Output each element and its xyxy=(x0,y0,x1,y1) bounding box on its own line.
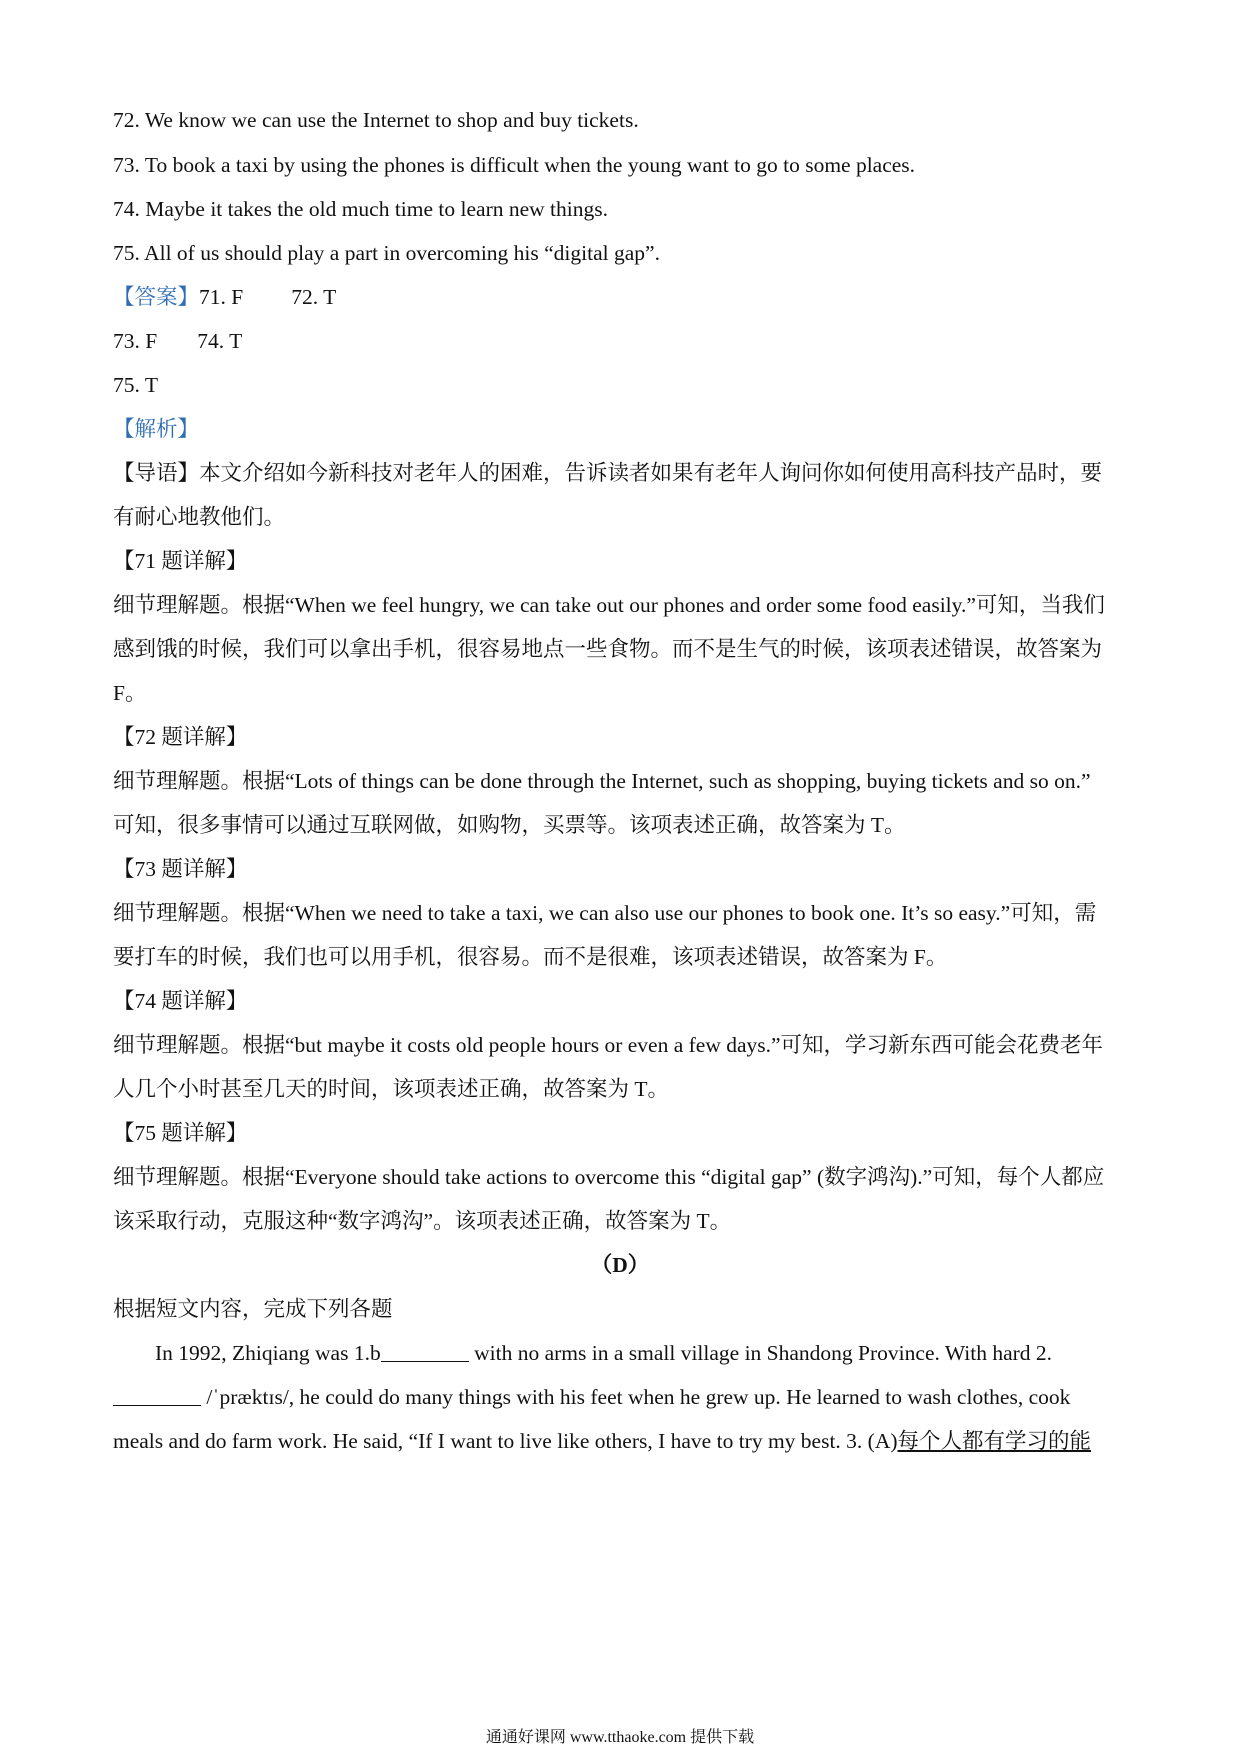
detail-72-line-2: 可知，很多事情可以通过互联网做，如购物，买票等。该项表述正确，故答案为 T。 xyxy=(113,813,906,837)
intro-line-2: 有耐心地教他们。 xyxy=(113,505,286,529)
passage-line-2 xyxy=(113,1382,1123,1412)
passage-text: /ˈpræktɪs/, he could do many things with his feet when he grew up. He learned to wash clothes, cook xyxy=(201,1385,1071,1409)
detail-72-heading: 【72 题详解】 xyxy=(113,725,248,749)
passage-text: meals and do farm work. He said, “If I want to live like others, I have to try my best. 3. (A) xyxy=(113,1429,898,1453)
detail-74-line-1: 细节理解题。根据“but maybe it costs old people hours or even a few days.”可知，学习新东西可能会花费老年 xyxy=(113,1033,1104,1057)
answer-71: 71. F xyxy=(199,285,244,309)
answer-73: 73. F xyxy=(113,329,158,353)
detail-71-line-2: 感到饿的时候，我们可以拿出手机，很容易地点一些食物。而不是生气的时候，该项表述错误，故答案为 xyxy=(113,637,1103,661)
blank-1[interactable] xyxy=(381,1343,469,1362)
answer-line-2 xyxy=(113,326,1123,356)
detail-73-line-2: 要打车的时候，我们也可以用手机，很容易。而不是很难，该项表述错误，故答案为 F。 xyxy=(113,945,948,969)
detail-74-heading: 【74 题详解】 xyxy=(113,989,248,1013)
detail-75-line-2: 该采取行动，克服这种“数字鸿沟”。该项表述正确，故答案为 T。 xyxy=(113,1209,732,1233)
page-footer: 通通好课网 www.tthaoke.com 提供下载 xyxy=(485,1729,755,1746)
detail-73-heading: 【73 题详解】 xyxy=(113,857,248,881)
question-74: 74. Maybe it takes the old much time to learn new things. xyxy=(113,197,608,221)
passage-text: In 1992, Zhiqiang was 1.b xyxy=(155,1341,381,1365)
detail-71-heading: 【71 题详解】 xyxy=(113,549,248,573)
passage-line-1 xyxy=(155,1338,1165,1368)
section-d-instruction: 根据短文内容，完成下列各题 xyxy=(113,1297,393,1321)
detail-74-line-2: 人几个小时甚至几天的时间，该项表述正确，故答案为 T。 xyxy=(113,1077,670,1101)
passage-line-3 xyxy=(113,1426,1123,1456)
underlined-chinese-text: 每个人都有学习的能 xyxy=(897,1429,1092,1453)
detail-71-line-1: 细节理解题。根据“When we feel hungry, we can take out our phones and order some food easily.”可知，当我们 xyxy=(113,593,1105,617)
answer-line-1 xyxy=(113,282,1123,312)
question-72: 72. We know we can use the Internet to shop and buy tickets. xyxy=(113,108,639,132)
question-73: 73. To book a taxi by using the phones is difficult when the young want to go to some places. xyxy=(113,153,916,177)
answer-74: 74. T xyxy=(197,329,243,353)
detail-75-heading: 【75 题详解】 xyxy=(113,1121,248,1145)
answer-75: 75. T xyxy=(113,373,158,397)
detail-71-line-3: F。 xyxy=(113,681,147,705)
answer-72: 72. T xyxy=(291,285,337,309)
detail-72-line-1: 细节理解题。根据“Lots of things can be done through the Internet, such as shopping, buying tickets and so on.” xyxy=(113,769,1091,793)
passage-text: with no arms in a small village in Shandong Province. With hard 2. xyxy=(468,1341,1053,1365)
analysis-label: 【解析】 xyxy=(113,417,200,441)
question-75: 75. All of us should play a part in overcoming his “digital gap”. xyxy=(113,241,660,265)
answer-label: 【答案】 xyxy=(113,285,200,309)
detail-75-line-1: 细节理解题。根据“Everyone should take actions to overcome this “digital gap” (数字鸿沟).”可知，每个人都应 xyxy=(113,1165,1105,1189)
intro-line-1: 【导语】本文介绍如今新科技对老年人的困难，告诉读者如果有老年人询问你如何使用高科技产品时，要 xyxy=(113,461,1103,485)
blank-2[interactable] xyxy=(113,1387,201,1406)
section-d-title: （D） xyxy=(590,1253,650,1277)
detail-73-line-1: 细节理解题。根据“When we need to take a taxi, we can also use our phones to book one. It’s so easy.”可知，需 xyxy=(113,901,1097,925)
